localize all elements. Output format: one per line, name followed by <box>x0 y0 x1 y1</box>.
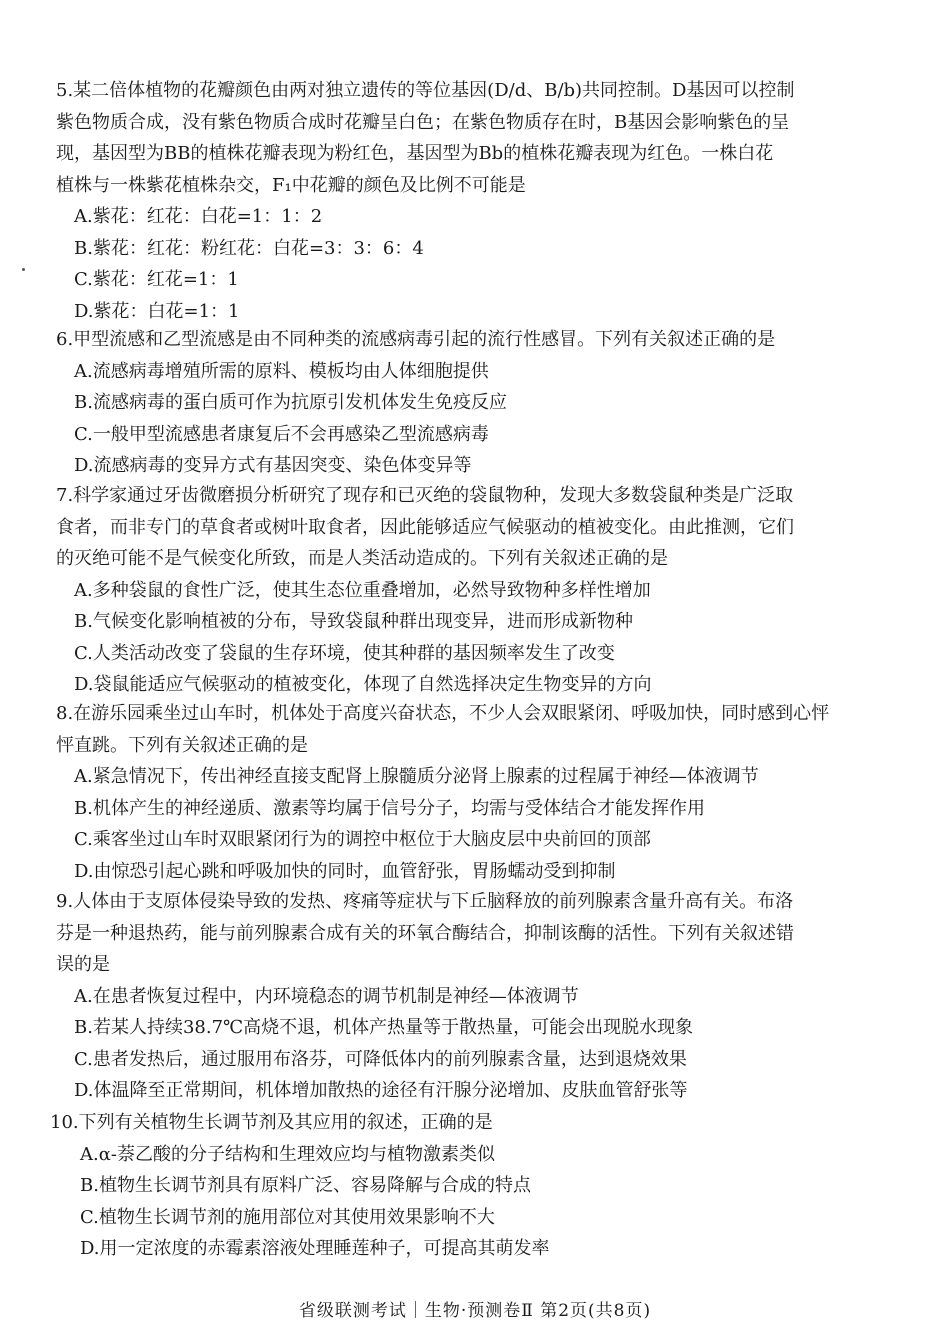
option-c: C.乘客坐过山车时双眼紧闭行为的调控中枢位于大脑皮层中央前回的顶部 <box>74 829 651 850</box>
option-d: D.流感病毒的变异方式有基因突变、染色体变异等 <box>74 455 472 476</box>
stem-line: 植株与一株紫花植株杂交，F₁中花瓣的颜色及比例不可能是 <box>56 174 526 196</box>
option-d: D.用一定浓度的赤霉素溶液处理睡莲种子，可提高其萌发率 <box>80 1238 550 1259</box>
stem-line: 7.科学家通过牙齿微磨损分析研究了现存和已灭绝的袋鼠物种，发现大多数袋鼠种类是广泛取 <box>56 485 794 506</box>
option-d: D.由惊恐引起心跳和呼吸加快的同时，血管舒张，胃肠蠕动受到抑制 <box>74 860 616 882</box>
option-a: A.在患者恢复过程中，内环境稳态的调节机制是神经—体液调节 <box>74 985 579 1007</box>
option-b: B.机体产生的神经递质、激素等均属于信号分子，均需与受体结合才能发挥作用 <box>74 797 705 819</box>
question-10 <box>50 1107 870 1265</box>
question-stem <box>56 698 876 761</box>
question-stem <box>56 75 876 201</box>
question-stem <box>56 324 876 356</box>
option-b: B.紫花：红花：粉红花：白花=3：3：6：4 <box>74 237 424 259</box>
question-8 <box>56 698 876 887</box>
stem-line: 8.在游乐园乘坐过山车时，机体处于高度兴奋状态，不少人会双眼紧闭、呼吸加快，同时感到心怦 <box>56 703 830 724</box>
question-7 <box>56 480 876 701</box>
question-stem <box>50 1107 870 1139</box>
option-c: C.患者发热后，通过服用布洛芬，可降低体内的前列腺素含量，达到退烧效果 <box>74 1048 687 1070</box>
stem-line: 现，基因型为BB的植株花瓣表现为粉红色，基因型为Bb的植株花瓣表现为红色。一株白花 <box>56 143 774 164</box>
stem-line: 的灭绝可能不是气候变化所致，而是人类活动造成的。下列有关叙述正确的是 <box>56 548 668 569</box>
option-b: B.植物生长调节剂具有原料广泛、容易降解与合成的特点 <box>80 1175 531 1196</box>
option-b: B.流感病毒的蛋白质可作为抗原引发机体发生免疫反应 <box>74 392 507 413</box>
option-a: A.α-萘乙酸的分子结构和生理效应均与植物激素类似 <box>80 1143 495 1165</box>
option-a: A.多种袋鼠的食性广泛，使其生态位重叠增加，必然导致物种多样性增加 <box>74 579 651 601</box>
stem-line: 怦直跳。下列有关叙述正确的是 <box>56 734 308 756</box>
option-a: A.紫花：红花：白花=1：1：2 <box>74 206 323 227</box>
option-c: C.人类活动改变了袋鼠的生存环境，使其种群的基因频率发生了改变 <box>74 642 615 664</box>
option-c: C.紫花：红花=1：1 <box>74 269 239 290</box>
stem-line: 芬是一种退热药，能与前列腺素合成有关的环氧合酶结合，抑制该酶的活性。下列有关叙述错 <box>56 922 794 944</box>
option-b: B.若某人持续38.7℃高烧不退，机体产热量等于散热量，可能会出现脱水现象 <box>74 1017 694 1038</box>
stem-line: 误的是 <box>56 954 110 975</box>
stem-line: 食者，而非专门的草食者或树叶取食者，因此能够适应气候驱动的植被变化。由此推测，它们 <box>56 516 794 538</box>
stem-line: 9.人体由于支原体侵染导致的发热、疼痛等症状与下丘脑释放的前列腺素含量升高有关。布洛 <box>56 891 794 912</box>
page-footer: 省级联测考试｜生物·预测卷Ⅱ 第2页(共8页) <box>298 1301 652 1321</box>
option-d: D.体温降至正常期间，机体增加散热的途径有汗腺分泌增加、皮肤血管舒张等 <box>74 1080 688 1101</box>
scan-speck <box>22 268 25 271</box>
stem-line: 6.甲型流感和乙型流感是由不同种类的流感病毒引起的流行性感冒。下列有关叙述正确的是 <box>56 329 776 350</box>
stem-line: 紫色物质合成，没有紫色物质合成时花瓣呈白色；在紫色物质存在时，B基因会影响紫色的呈 <box>56 111 790 133</box>
option-a: A.紧急情况下，传出神经直接支配肾上腺髓质分泌肾上腺素的过程属于神经—体液调节 <box>74 766 759 787</box>
option-c: C.一般甲型流感患者康复后不会再感染乙型流感病毒 <box>74 423 489 445</box>
stem-line: 10.下列有关植物生长调节剂及其应用的叙述，正确的是 <box>50 1112 493 1133</box>
option-d: D.袋鼠能适应气候驱动的植被变化，体现了自然选择决定生物变异的方向 <box>74 674 652 695</box>
question-stem <box>56 480 876 575</box>
question-6 <box>56 324 876 482</box>
question-5 <box>56 75 876 327</box>
question-9 <box>56 886 876 1107</box>
question-stem <box>56 886 876 981</box>
stem-line: 5.某二倍体植物的花瓣颜色由两对独立遗传的等位基因(D/d、B/b)共同控制。D基因可以控制 <box>56 80 795 101</box>
option-c: C.植物生长调节剂的施用部位对其使用效果影响不大 <box>80 1206 495 1228</box>
option-a: A.流感病毒增殖所需的原料、模板均由人体细胞提供 <box>74 360 489 382</box>
option-d: D.紫花：白花=1：1 <box>74 300 240 322</box>
option-b: B.气候变化影响植被的分布，导致袋鼠种群出现变异，进而形成新物种 <box>74 611 633 632</box>
